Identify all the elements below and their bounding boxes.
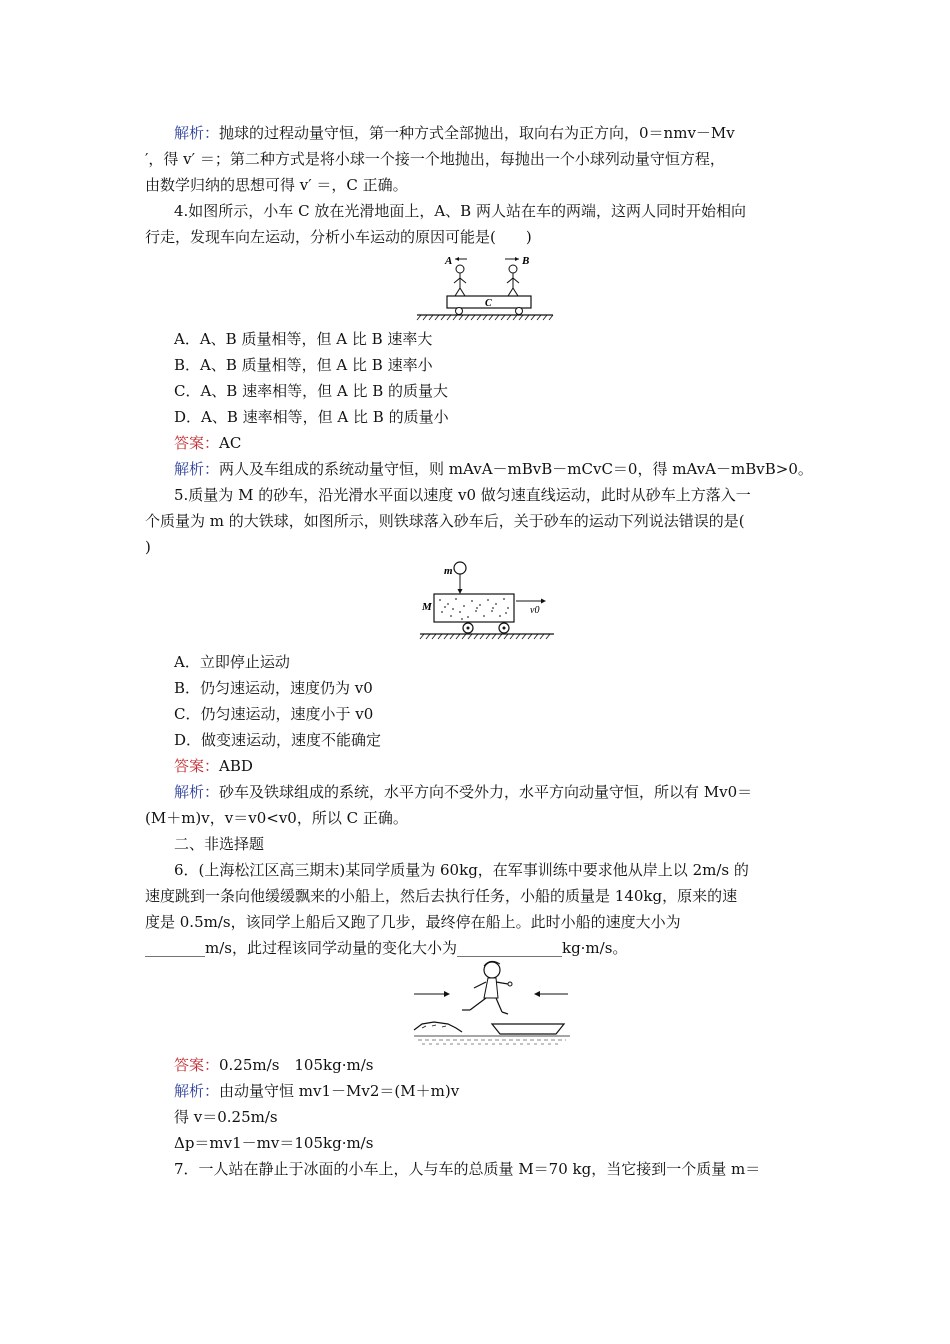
q5-option-c: C．仍匀速运动，速度小于 v0	[174, 705, 374, 723]
q4-option-c: C．A、B 速率相等，但 A 比 B 的质量大	[174, 382, 449, 400]
q5-option-d: D．做变速运动，速度不能确定	[174, 731, 382, 749]
q5-stem-line-2: 个质量为 m 的大铁球，如图所示，则铁球落入砂车后，关于砂车的运动下列说法错误的是(	[145, 512, 745, 530]
figure-label-c: C	[485, 298, 492, 309]
q3-analysis-line-3: 由数学归纳的思想可得 v′ ＝，C 正确。	[145, 176, 408, 194]
q6-stem-line-3: 度是 0.5m/s，该同学上船后又跑了几步，最终停在船上。此时小船的速度大小为	[145, 913, 681, 931]
answer-label: 答案：	[174, 434, 220, 452]
q5-analysis-line-2: (M＋m)v，v＝v0<v0，所以 C 正确。	[145, 809, 408, 827]
q5-option-b: B．仍匀速运动，速度仍为 v0	[174, 679, 373, 697]
q6-analysis: 解析：由动量守恒 mv1－Mv2＝(M＋m)v	[174, 1082, 460, 1100]
q4-option-a: A．A、B 质量相等，但 A 比 B 速率大	[174, 330, 433, 348]
q5-analysis-line-1: 解析：砂车及铁球组成的系统，水平方向不受外力，水平方向动量守恒，所以有 Mv0＝	[174, 783, 753, 801]
figure-label-big-m: M	[422, 601, 432, 613]
cart-with-two-people-figure	[415, 250, 555, 322]
q6-step-2: Δp＝mv1－mv＝105kg·m/s	[174, 1134, 374, 1152]
section-heading: 二、非选择题	[174, 835, 265, 853]
q3-analysis-line-1: 解析：抛球的过程动量守恒，第一种方式全部抛出，取向右为正方向，0＝nmv－Mv	[174, 124, 735, 142]
q4-answer: 答案：AC	[174, 434, 242, 452]
q5-option-a: A．立即停止运动	[174, 653, 290, 671]
q7-stem-line-1: 7．一人站在静止于冰面的小车上，人与车的总质量 M＝70 kg，当它接到一个质量 m＝	[174, 1160, 761, 1178]
analysis-label: 解析：	[174, 1082, 220, 1100]
q4-option-d: D．A、B 速率相等，但 A 比 B 的质量小	[174, 408, 449, 426]
q6-stem-line-2: 速度跳到一条向他缓缓飘来的小船上，然后去执行任务，小船的质量是 140kg，原来的速	[145, 887, 738, 905]
q5-answer: 答案：ABD	[174, 757, 253, 775]
figure-label-m: m	[444, 565, 453, 577]
q4-stem-line-2: 行走，发现车向左运动，分析小车运动的原因可能是( )	[145, 228, 532, 246]
analysis-label: 解析：	[174, 783, 220, 801]
answer-label: 答案：	[174, 1056, 220, 1074]
q6-step-1: 得 v＝0.25m/s	[174, 1108, 278, 1126]
q4-option-b: B．A、B 质量相等，但 A 比 B 速率小	[174, 356, 433, 374]
q6-answer: 答案：0.25m/s 105kg·m/s	[174, 1056, 374, 1074]
figure-label-b: B	[522, 255, 530, 267]
analysis-label: 解析：	[174, 460, 220, 478]
q4-stem-line-1: 4.如图所示，小车 C 放在光滑地面上，A、B 两人站在车的两端，这两人同时开始相向	[174, 202, 746, 220]
student-jumping-to-boat-figure	[412, 958, 572, 1048]
figure-label-a: A	[445, 255, 453, 267]
q3-analysis-line-2: ′，得 v′ ＝；第二种方式是将小球一个接一个地抛出，每抛出一个小球列动量守恒方程，	[145, 150, 725, 168]
q4-analysis: 解析：两人及车组成的系统动量守恒，则 mAvA－mBvB－mCvC＝0，得 mAvA－mBvB>0。	[174, 460, 813, 478]
sand-cart-with-iron-ball-figure	[418, 558, 558, 644]
q5-stem-line-1: 5.质量为 M 的砂车，沿光滑水平面以速度 v0 做匀速直线运动，此时从砂车上方落入一	[174, 486, 751, 504]
answer-label: 答案：	[174, 757, 220, 775]
analysis-label: 解析：	[174, 124, 220, 142]
q5-stem-line-3: )	[145, 538, 151, 556]
q6-stem-line-1: 6．(上海松江区高三期末)某同学质量为 60kg，在军事训练中要求他从岸上以 2m/s 的	[174, 861, 749, 879]
q6-stem-line-4: ________m/s，此过程该同学动量的变化大小为______________kg·m/s。	[145, 939, 628, 957]
figure-label-v0: v0	[530, 605, 540, 616]
